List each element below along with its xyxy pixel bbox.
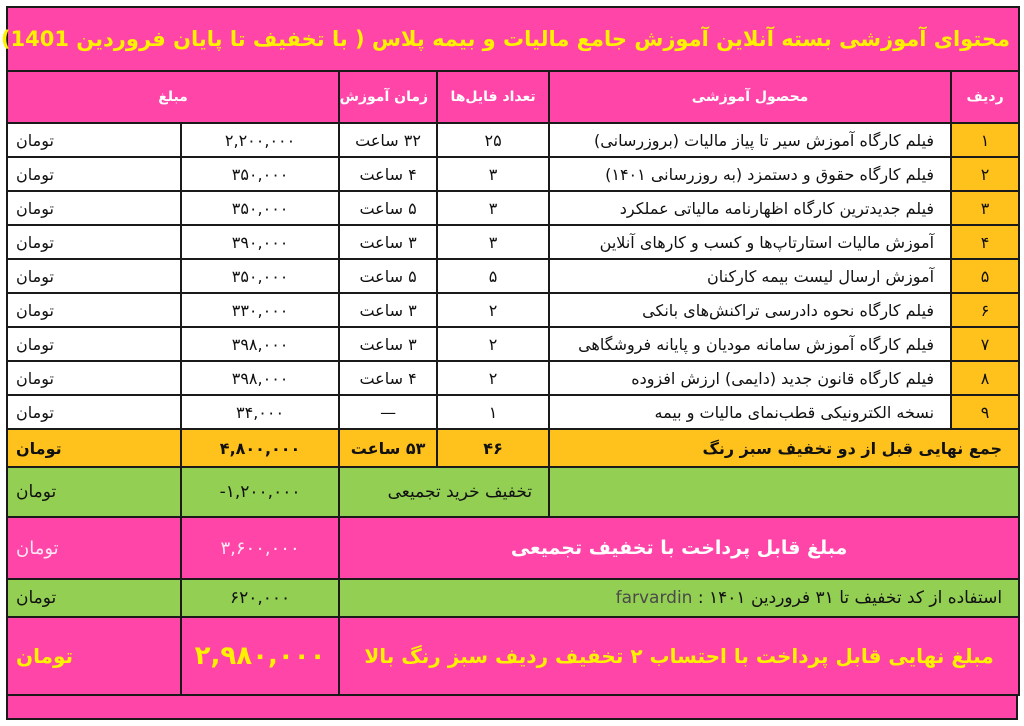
currency-unit: تومان [7, 395, 181, 429]
price: ۳۹۸,۰۰۰ [181, 361, 339, 395]
product-name: آموزش ارسال لیست بیمه کارکنان [549, 259, 951, 293]
table-row [7, 191, 1019, 225]
row-number: ۸ [951, 361, 1019, 395]
file-count: ۲ [437, 293, 549, 327]
file-count: ۱ [437, 395, 549, 429]
row-number: ۳ [951, 191, 1019, 225]
coupon-text [339, 579, 1019, 617]
duration: ۴ ساعت [339, 361, 437, 395]
price: ۳۹۸,۰۰۰ [181, 327, 339, 361]
payable-unit: تومان [7, 517, 181, 579]
final-unit: تومان [7, 617, 181, 695]
coupon-price: ۶۲۰,۰۰۰ [181, 579, 339, 617]
header-duration: زمان آموزش [339, 71, 437, 123]
file-count: ۲ [437, 361, 549, 395]
header-product: محصول آموزشی [549, 71, 951, 123]
file-count: ۳ [437, 157, 549, 191]
coupon-code: farvardin [615, 588, 693, 608]
price: ۳۵۰,۰۰۰ [181, 191, 339, 225]
price: ۳۵۰,۰۰۰ [181, 259, 339, 293]
duration: ۴ ساعت [339, 157, 437, 191]
currency-unit: تومان [7, 191, 181, 225]
file-count: ۳ [437, 191, 549, 225]
total-unit: تومان [7, 429, 181, 467]
payable-row [7, 517, 1019, 579]
final-price: ۲,۹۸۰,۰۰۰ [181, 617, 339, 695]
final-label: مبلغ نهایی قابل پرداخت با احتساب ۲ تخفیف ردیف سبز رنگ بالا [339, 617, 1019, 695]
coupon-row [7, 579, 1019, 617]
total-files: ۴۶ [437, 429, 549, 467]
coupon-label: استفاده از کد تخفیف تا ۳۱ فروردین ۱۴۰۱ : [697, 588, 1003, 608]
bulk-discount-value: -۱,۲۰۰,۰۰۰ [219, 482, 301, 502]
table-row [7, 225, 1019, 259]
header-files: تعداد فایل‌ها [437, 71, 549, 123]
product-name: فیلم کارگاه آموزش سیر تا پیاز مالیات (بروزرسانی) [549, 123, 951, 157]
currency-unit: تومان [7, 293, 181, 327]
currency-unit: تومان [7, 259, 181, 293]
row-number: ۱ [951, 123, 1019, 157]
duration: ۳ ساعت [339, 225, 437, 259]
duration: — [339, 395, 437, 429]
table-row [7, 361, 1019, 395]
bulk-discount-unit: تومان [7, 467, 181, 517]
currency-unit: تومان [7, 361, 181, 395]
product-name: فیلم جدیدترین کارگاه اظهارنامه مالیاتی عملکرد [549, 191, 951, 225]
file-count: ۲ [437, 327, 549, 361]
payable-price: ۳,۶۰۰,۰۰۰ [181, 517, 339, 579]
row-number: ۴ [951, 225, 1019, 259]
total-label: جمع نهایی قبل از دو تخفیف سبز رنگ [549, 429, 1019, 467]
price: ۳۳۰,۰۰۰ [181, 293, 339, 327]
title-row [7, 7, 1019, 71]
table-row [7, 259, 1019, 293]
price-table [0, 6, 1020, 696]
table-row [7, 395, 1019, 429]
bulk-discount-price [181, 467, 339, 517]
row-number: ۲ [951, 157, 1019, 191]
currency-unit: تومان [7, 123, 181, 157]
duration: ۳ ساعت [339, 327, 437, 361]
duration: ۵ ساعت [339, 259, 437, 293]
table-row [7, 293, 1019, 327]
table-row [7, 123, 1019, 157]
total-price: ۴,۸۰۰,۰۰۰ [181, 429, 339, 467]
price: ۳۵۰,۰۰۰ [181, 157, 339, 191]
price: ۳۴,۰۰۰ [181, 395, 339, 429]
page-title: محتوای آموزشی بسته آنلاین آموزش جامع مالیات و بیمه پلاس ( با تخفیف تا پایان فروردین 1401) [7, 7, 1019, 71]
duration: ۵ ساعت [339, 191, 437, 225]
currency-unit: تومان [7, 327, 181, 361]
duration: ۳ ساعت [339, 293, 437, 327]
total-duration: ۵۳ ساعت [339, 429, 437, 467]
row-number: ۶ [951, 293, 1019, 327]
header-row [7, 71, 1019, 123]
total-row [7, 429, 1019, 467]
product-name: فیلم کارگاه نحوه دادرسی تراکنش‌های بانکی [549, 293, 951, 327]
payable-label: مبلغ قابل پرداخت با تخفیف تجمیعی [339, 517, 1019, 579]
price: ۲,۲۰۰,۰۰۰ [181, 123, 339, 157]
bulk-discount-label: تخفیف خرید تجمیعی [339, 467, 549, 517]
file-count: ۳ [437, 225, 549, 259]
product-name: فیلم کارگاه آموزش سامانه مودیان و پایانه فروشگاهی [549, 327, 951, 361]
table-row [7, 157, 1019, 191]
price: ۳۹۰,۰۰۰ [181, 225, 339, 259]
row-number: ۵ [951, 259, 1019, 293]
header-row-number: ردیف [951, 71, 1019, 123]
product-name: نسخه الکترونیکی قطب‌نمای مالیات و بیمه [549, 395, 951, 429]
final-row [7, 617, 1019, 695]
product-name: آموزش مالیات استارتاپ‌ها و کسب و کارهای آنلاین [549, 225, 951, 259]
currency-unit: تومان [7, 225, 181, 259]
row-number: ۷ [951, 327, 1019, 361]
header-amount: مبلغ [7, 71, 339, 123]
file-count: ۲۵ [437, 123, 549, 157]
row-number: ۹ [951, 395, 1019, 429]
file-count: ۵ [437, 259, 549, 293]
currency-unit: تومان [7, 157, 181, 191]
product-name: فیلم کارگاه قانون جدید (دایمی) ارزش افزوده [549, 361, 951, 395]
table-row [7, 327, 1019, 361]
coupon-unit: تومان [7, 579, 181, 617]
bulk-discount-row [7, 467, 1019, 517]
product-name: فیلم کارگاه حقوق و دستمزد (به روزرسانی ۱۴۰۱) [549, 157, 951, 191]
duration: ۳۲ ساعت [339, 123, 437, 157]
